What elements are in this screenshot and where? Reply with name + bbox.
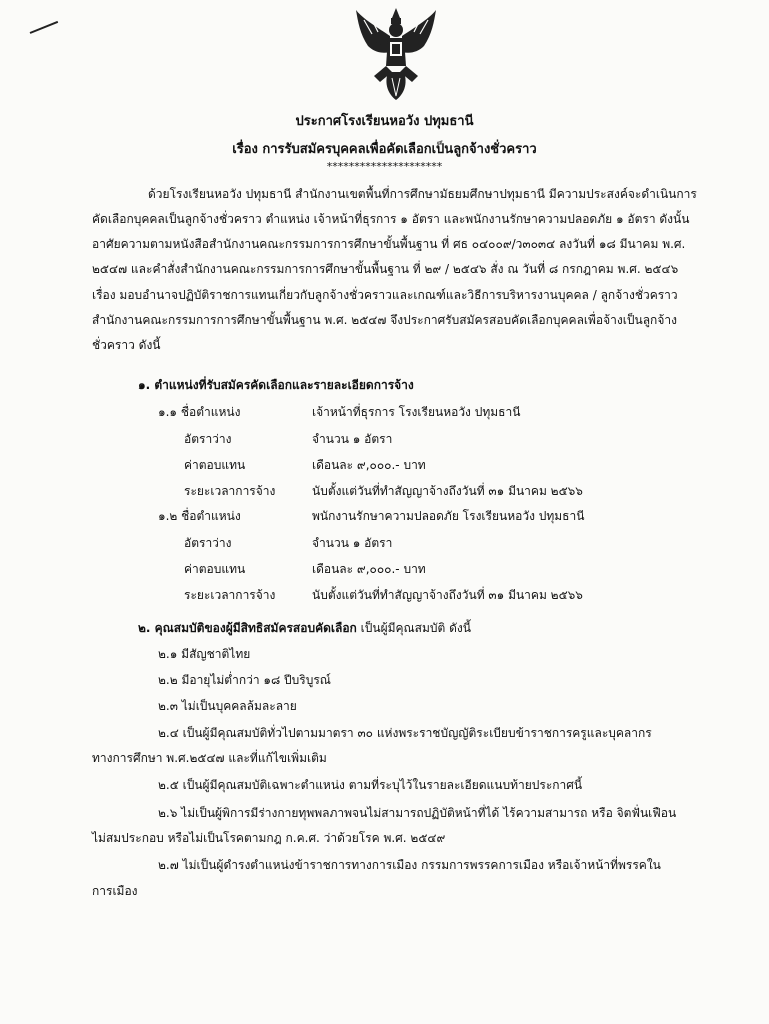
intro-line: อาศัยความตามหนังสือสำนักงานคณะกรรมการการศึกษาขั้นพื้นฐาน ที่ ศธ ๐๔๐๐๙/ว๓๐๓๔ ลงวันที่ ๑๘ มีนาคม พ.ศ. bbox=[92, 237, 686, 251]
intro-line: คัดเลือกบุคคลเป็นลูกจ้างชั่วคราว ตำแหน่ง เจ้าหน้าที่ธุรการ ๑ อัตรา และพนักงานรักษาความปลอดภัย ๑ อัตรา ดังนั้น bbox=[92, 212, 690, 226]
position-2-vacancy: จำนวน ๑ อัตรา bbox=[312, 536, 393, 550]
intro-line: ๒๕๔๗ และคำสั่งสำนักงานคณะกรรมการการศึกษาขั้นพื้นฐาน ที่ ๒๙ / ๒๕๔๖ สั่ง ณ วันที่ ๘ กรกฎาคม พ.ศ. ๒๕๔๖ bbox=[92, 262, 679, 276]
section-2-heading-bold: ๒. คุณสมบัติของผู้มีสิทธิสมัครสอบคัดเลือก bbox=[138, 621, 357, 635]
qualification-item: ๒.๒ มีอายุไม่ต่ำกว่า ๑๘ ปีบริบูรณ์ bbox=[158, 673, 331, 687]
position-1-period: นับตั้งแต่วันที่ทำสัญญาจ้างถึงวันที่ ๓๑ มีนาคม ๒๕๖๖ bbox=[312, 484, 583, 498]
position-1-pay: เดือนละ ๙,๐๐๐.- บาท bbox=[312, 458, 426, 472]
position-1-pay-label: ค่าตอบแทน bbox=[184, 458, 246, 472]
qualification-item-continued: ทางการศึกษา พ.ศ.๒๕๔๗ และที่แก้ไขเพิ่มเติม bbox=[92, 751, 327, 765]
qualification-item: ๒.๑ มีสัญชาติไทย bbox=[158, 647, 251, 661]
qualification-item: ๒.๕ เป็นผู้มีคุณสมบัติเฉพาะตำแหน่ง ตามที่ระบุไว้ในรายละเอียดแนบท้ายประกาศนี้ bbox=[158, 778, 583, 792]
pen-stroke-mark bbox=[30, 21, 59, 34]
section-1-heading: ๑. ตำแหน่งที่รับสมัครคัดเลือกและรายละเอียดการจ้าง bbox=[138, 378, 414, 392]
position-2-period: นับตั้งแต่วันที่ทำสัญญาจ้างถึงวันที่ ๓๑ มีนาคม ๒๕๖๖ bbox=[312, 588, 583, 602]
position-1-period-label: ระยะเวลาการจ้าง bbox=[184, 484, 276, 498]
announcement-subject: เรื่อง การรับสมัครบุคคลเพื่อคัดเลือกเป็นลูกจ้างชั่วคราว bbox=[232, 142, 537, 157]
position-2-vacancy-label: อัตราว่าง bbox=[184, 536, 232, 550]
position-2-name: พนักงานรักษาความปลอดภัย โรงเรียนหอวัง ปทุมธานี bbox=[312, 509, 585, 523]
qualification-item: ๒.๗ ไม่เป็นผู้ดำรงตำแหน่งข้าราชการทางการเมือง กรรมการพรรคการเมือง หรือเจ้าหน้าที่พรรคใน bbox=[158, 858, 661, 872]
position-1-vacancy: จำนวน ๑ อัตรา bbox=[312, 432, 393, 446]
separator-line: ********************* bbox=[326, 160, 443, 173]
garuda-emblem-icon bbox=[350, 6, 442, 102]
intro-line: เรื่อง มอบอำนาจปฏิบัติราชการแทนเกี่ยวกับลูกจ้างชั่วคราวและเกณฑ์และวิธีการบริหารงานบุคคล / ลูกจ้างชั่วคราว bbox=[92, 288, 678, 302]
section-2-heading-rest: เป็นผู้มีคุณสมบัติ ดังนี้ bbox=[356, 621, 471, 635]
position-1-vacancy-label: อัตราว่าง bbox=[184, 432, 232, 446]
qualification-item: ๒.๖ ไม่เป็นผู้พิการมีร่างกายทุพพลภาพจนไม่สามารถปฏิบัติหน้าที่ได้ ไร้ความสามารถ หรือ จิตฟั่นเฟือน bbox=[158, 806, 677, 820]
position-2-period-label: ระยะเวลาการจ้าง bbox=[184, 588, 276, 602]
position-2-pay-label: ค่าตอบแทน bbox=[184, 562, 246, 576]
position-1-name: เจ้าหน้าที่ธุรการ โรงเรียนหอวัง ปทุมธานี bbox=[312, 405, 521, 419]
qualification-item-continued: การเมือง bbox=[92, 884, 138, 898]
position-1-label: ๑.๑ ชื่อตำแหน่ง bbox=[158, 405, 241, 419]
announcement-title: ประกาศโรงเรียนหอวัง ปทุมธานี bbox=[295, 114, 474, 129]
intro-line: สำนักงานคณะกรรมการการศึกษาขั้นพื้นฐาน พ.ศ. ๒๕๔๗ จึงประกาศรับสมัครสอบคัดเลือกบุคคลเพื่อจ้างเป็นลูกจ้าง bbox=[92, 313, 677, 327]
intro-line: ชั่วคราว ดังนี้ bbox=[92, 338, 161, 352]
qualification-item-continued: ไม่สมประกอบ หรือไม่เป็นโรคตามกฎ ก.ค.ศ. ว่าด้วยโรค พ.ศ. ๒๕๔๙ bbox=[92, 831, 446, 845]
qualification-item: ๒.๓ ไม่เป็นบุคคลล้มละลาย bbox=[158, 699, 297, 713]
qualification-item: ๒.๔ เป็นผู้มีคุณสมบัติทั่วไปตามมาตรา ๓๐ แห่งพระราชบัญญัติระเบียบข้าราชการครูและบุคลากร bbox=[158, 726, 652, 740]
position-2-label: ๑.๒ ชื่อตำแหน่ง bbox=[158, 509, 241, 523]
section-2-heading bbox=[138, 620, 471, 636]
intro-line: ด้วยโรงเรียนหอวัง ปทุมธานี สำนักงานเขตพื้นที่การศึกษามัธยมศึกษาปทุมธานี มีความประสงค์จะดำเนินการ bbox=[148, 187, 697, 201]
position-2-pay: เดือนละ ๙,๐๐๐.- บาท bbox=[312, 562, 426, 576]
